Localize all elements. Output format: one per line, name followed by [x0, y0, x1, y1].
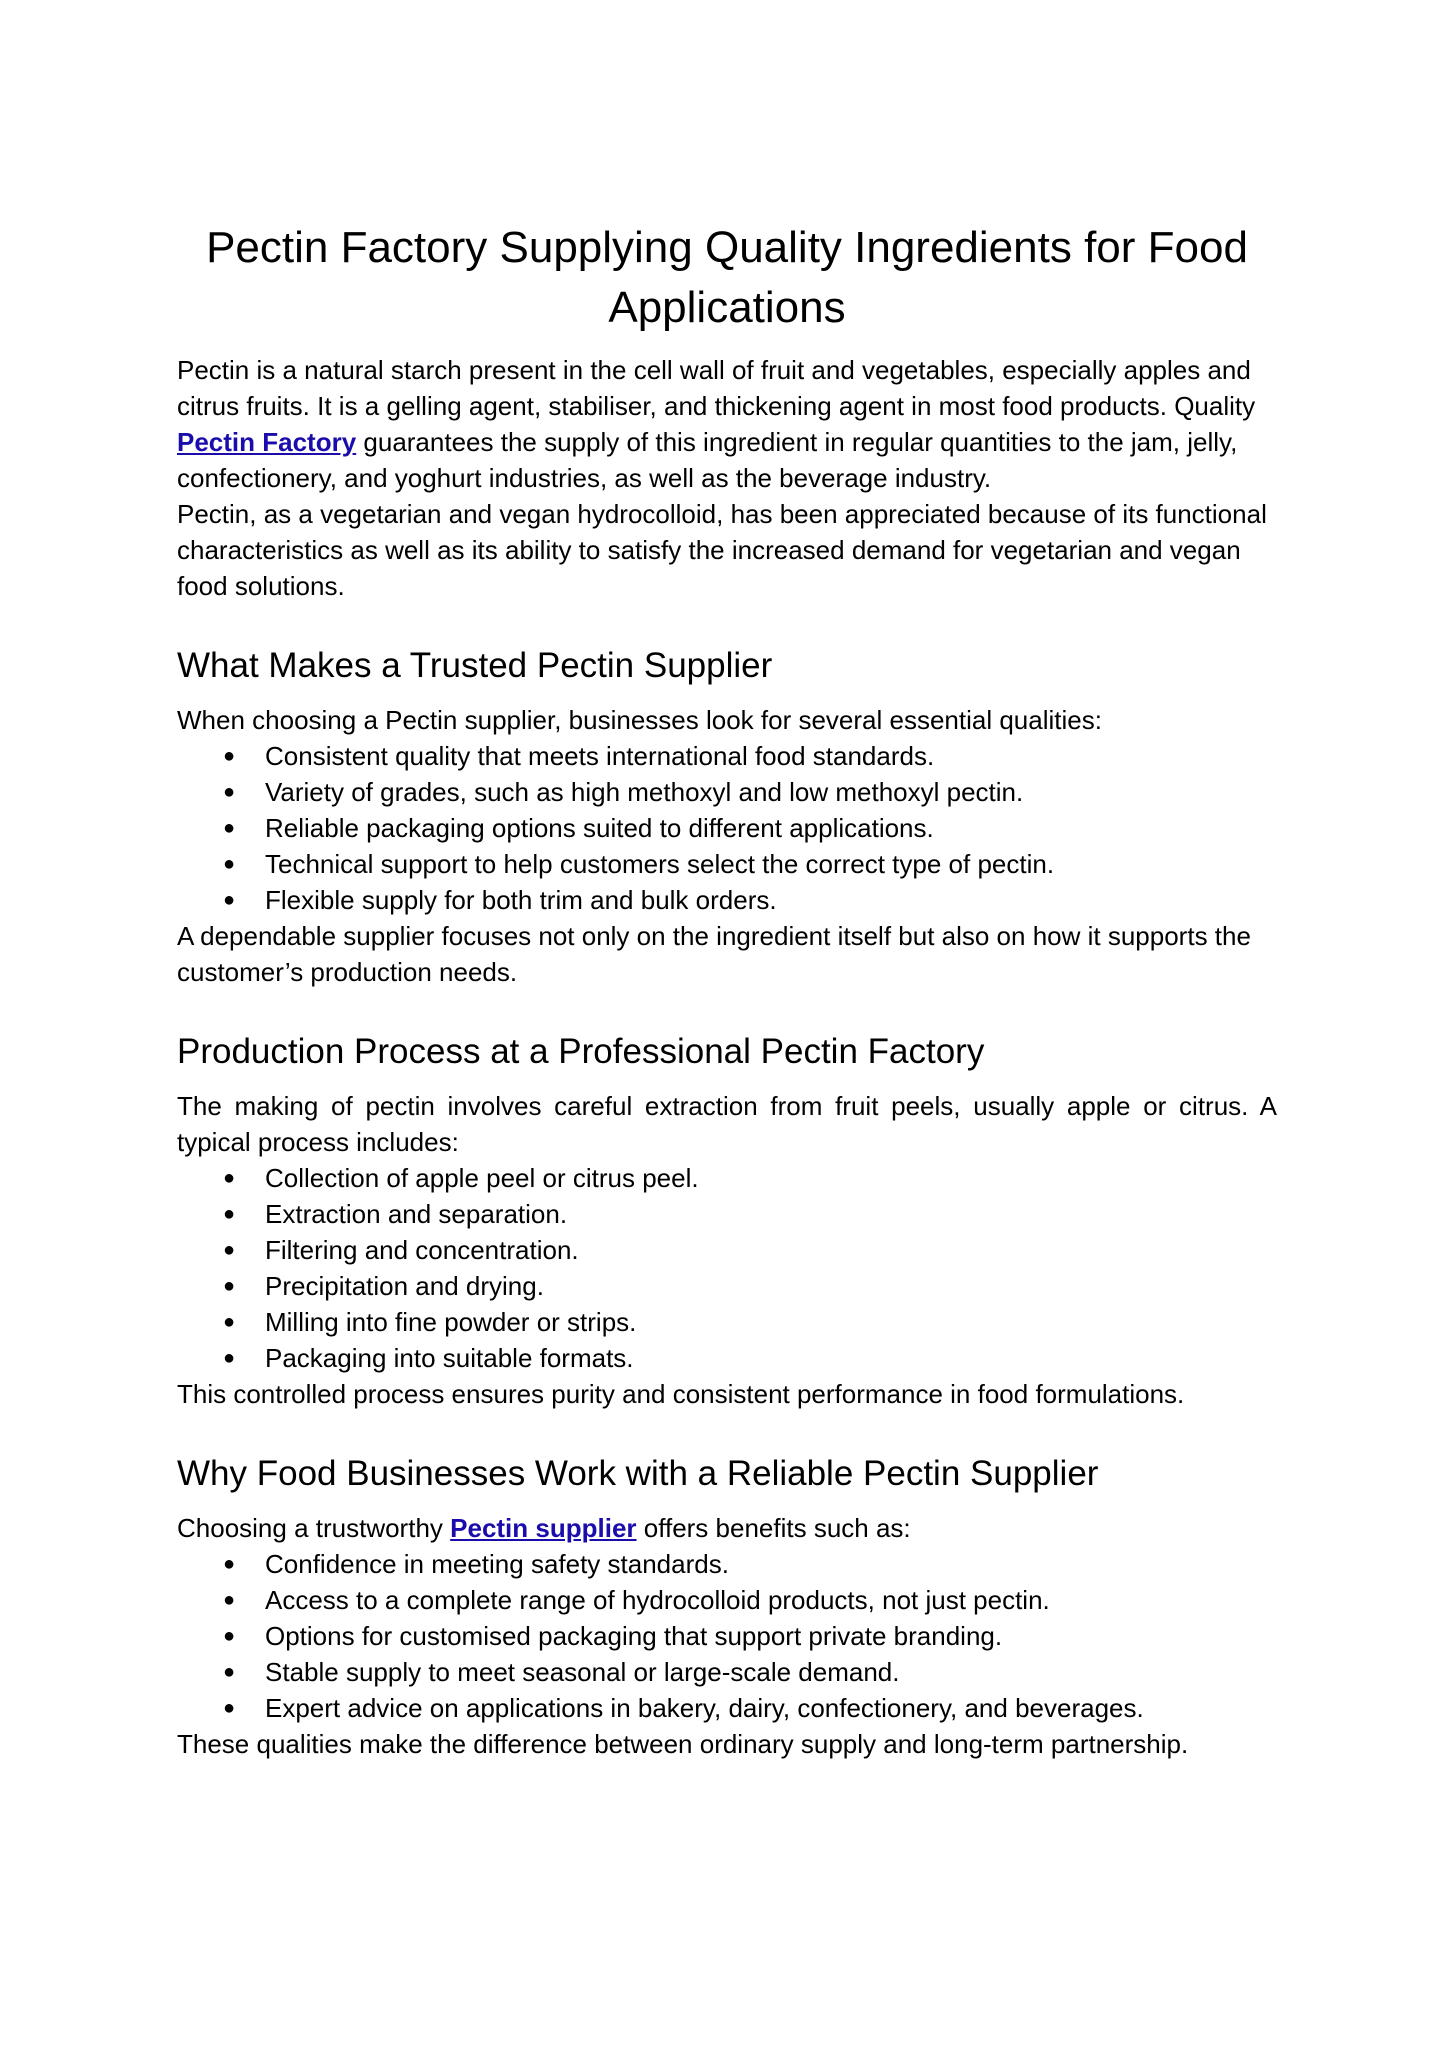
bullet-icon: ●	[223, 1167, 236, 1189]
pectin-factory-link[interactable]: Pectin Factory	[177, 427, 357, 457]
intro-paragraph-1	[177, 352, 1277, 496]
list-item	[177, 1304, 1277, 1340]
list-item-text: Milling into fine powder or strips.	[265, 1307, 637, 1337]
bullet-icon: ●	[223, 1625, 236, 1647]
list-item-text: Access to a complete range of hydrocolloid products, not just pectin.	[265, 1585, 1050, 1615]
bullet-icon: ●	[223, 1203, 236, 1225]
bullet-icon: ●	[223, 1661, 236, 1683]
list-item	[177, 1196, 1277, 1232]
intro-text-before-link: Pectin is a natural starch present in the cell wall of fruit and vegetables, especially apples and citrus fruits. It is a gelling agent, stabiliser, and thickening agent in most food products. Quality	[177, 355, 1256, 421]
section-heading: What Makes a Trusted Pectin Supplier	[177, 646, 773, 685]
bullet-icon: ●	[223, 817, 236, 839]
bullet-icon: ●	[223, 853, 236, 875]
list-item	[177, 1654, 1277, 1690]
pectin-supplier-link[interactable]: Pectin supplier	[450, 1513, 637, 1543]
list-item-text: Packaging into suitable formats.	[265, 1343, 634, 1373]
list-item	[177, 810, 1277, 846]
list-item	[177, 738, 1277, 774]
section-production-process	[177, 1030, 1277, 1412]
list-item-text: Options for customised packaging that support private branding.	[265, 1621, 1003, 1651]
list-item-text: Technical support to help customers select the correct type of pectin.	[265, 849, 1055, 879]
section-heading: Production Process at a Professional Pectin Factory	[177, 1032, 985, 1071]
intro-paragraph-2: Pectin, as a vegetarian and vegan hydrocolloid, has been appreciated because of its functional characteristics as well as its ability to satisfy the increased demand for vegetarian and vegan food solutions.	[177, 499, 1267, 601]
list-item-text: Collection of apple peel or citrus peel.	[265, 1163, 699, 1193]
bullet-icon: ●	[223, 889, 236, 911]
bullet-list	[177, 1546, 1277, 1726]
bullet-icon: ●	[223, 781, 236, 803]
section-lead: The making of pectin involves careful extraction from fruit peels, usually apple or citrus. A typical process includes:	[177, 1091, 1277, 1157]
list-item	[177, 774, 1277, 810]
list-item	[177, 1582, 1277, 1618]
section-trusted-supplier	[177, 644, 1277, 990]
bullet-icon: ●	[223, 1553, 236, 1575]
list-item-text: Precipitation and drying.	[265, 1271, 544, 1301]
list-item-text: Extraction and separation.	[265, 1199, 568, 1229]
list-item	[177, 1690, 1277, 1726]
intro-text-after-link: guarantees the supply of this ingredient in regular quantities to the jam, jelly, confectionery, and yoghurt industries, as well as the beverage industry.	[177, 427, 1238, 493]
lead-text-before-link: Choosing a trustworthy	[177, 1513, 451, 1543]
list-item	[177, 846, 1277, 882]
section-closing: This controlled process ensures purity and consistent performance in food formulations.	[177, 1379, 1185, 1409]
bullet-list	[177, 738, 1277, 918]
section-closing: These qualities make the difference between ordinary supply and long-term partnership.	[177, 1729, 1189, 1759]
list-item-text: Reliable packaging options suited to different applications.	[265, 813, 934, 843]
list-item-text: Variety of grades, such as high methoxyl and low methoxyl pectin.	[265, 777, 1024, 807]
bullet-icon: ●	[223, 745, 236, 767]
list-item	[177, 1232, 1277, 1268]
bullet-icon: ●	[223, 1239, 236, 1261]
section-reliable-supplier	[177, 1452, 1277, 1762]
list-item-text: Filtering and concentration.	[265, 1235, 579, 1265]
list-item	[177, 1268, 1277, 1304]
bullet-icon: ●	[223, 1311, 236, 1333]
list-item-text: Expert advice on applications in bakery, dairy, confectionery, and beverages.	[265, 1693, 1144, 1723]
bullet-icon: ●	[223, 1347, 236, 1369]
list-item	[177, 1340, 1277, 1376]
bullet-icon: ●	[223, 1697, 236, 1719]
list-item	[177, 1546, 1277, 1582]
bullet-list	[177, 1160, 1277, 1376]
document-title: Pectin Factory Supplying Quality Ingredients for Food Applications	[206, 223, 1248, 332]
list-item	[177, 1618, 1277, 1654]
list-item-text: Flexible supply for both trim and bulk orders.	[265, 885, 777, 915]
list-item-text: Consistent quality that meets international food standards.	[265, 741, 935, 771]
list-item	[177, 882, 1277, 918]
section-lead: When choosing a Pectin supplier, businesses look for several essential qualities:	[177, 705, 1102, 735]
section-lead	[177, 1510, 1277, 1546]
list-item	[177, 1160, 1277, 1196]
bullet-icon: ●	[223, 1589, 236, 1611]
list-item-text: Stable supply to meet seasonal or large-scale demand.	[265, 1657, 900, 1687]
document-page	[177, 218, 1277, 1762]
lead-text-after-link: offers benefits such as:	[636, 1513, 911, 1543]
section-closing: A dependable supplier focuses not only on the ingredient itself but also on how it supports the customer’s production needs.	[177, 921, 1251, 987]
bullet-icon: ●	[223, 1275, 236, 1297]
section-heading: Why Food Businesses Work with a Reliable Pectin Supplier	[177, 1454, 1099, 1493]
list-item-text: Confidence in meeting safety standards.	[265, 1549, 729, 1579]
